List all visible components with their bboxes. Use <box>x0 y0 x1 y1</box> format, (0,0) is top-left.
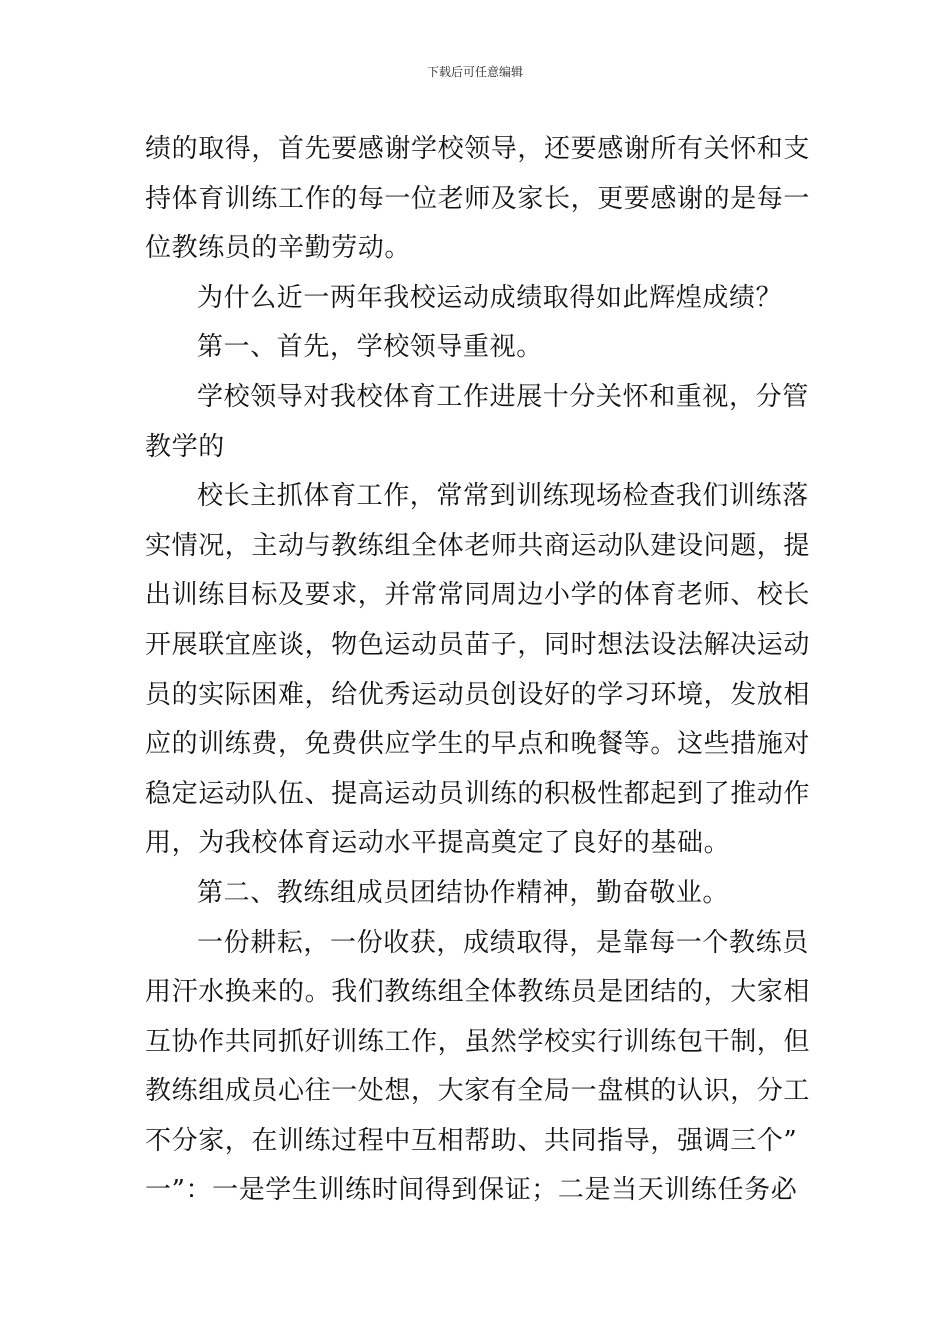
section-heading-first: 第一、首先，学校领导重视。 <box>197 332 543 363</box>
text-line: 教练组成员心往一处想，大家有全局一盘棋的认识，分工 <box>145 1076 811 1107</box>
text-line: 学校领导对我校体育工作进展十分关怀和重视，分管 <box>197 381 809 412</box>
text-line: 实情况，主动与教练组全体老师共商运动队建设问题，提 <box>145 530 811 561</box>
text-line: 出训练目标及要求，并常常同周边小学的体育老师、校长 <box>145 580 811 611</box>
document-body <box>145 125 810 1216</box>
text-line: 绩的取得，首先要感谢学校领导，还要感谢所有关怀和支 <box>145 134 811 164</box>
text-line: 校长主抓体育工作，常常到训练现场检查我们训练落 <box>197 481 809 512</box>
section-heading-second: 第二、教练组成员团结协作精神，勤奋敬业。 <box>197 877 730 908</box>
question-heading: 为什么近一两年我校运动成绩取得如此辉煌成绩？ <box>197 282 783 313</box>
text-line: 一”：一是学生训练时间得到保证；二是当天训练任务必 <box>145 1175 798 1206</box>
text-line: 用，为我校体育运动水平提高奠定了良好的基础。 <box>145 828 731 859</box>
text-line: 不分家，在训练过程中互相帮助、共同指导，强调三个” <box>145 1125 798 1156</box>
text-line: 应的训练费，免费供应学生的早点和晚餐等。这些措施对 <box>145 729 811 760</box>
text-line: 教学的 <box>145 431 225 462</box>
text-line: 互协作共同抓好训练工作，虽然学校实行训练包干制，但 <box>145 1026 811 1057</box>
text-line: 位教练员的辛勤劳动。 <box>145 233 412 264</box>
text-line: 持体育训练工作的每一位老师及家长，更要感谢的是每一 <box>145 183 811 214</box>
text-line: 一份耕耘，一份收获，成绩取得，是靠每一个教练员 <box>197 927 809 958</box>
page-header: 下载后可任意编辑 <box>426 65 523 79</box>
text-line: 稳定运动队伍、提高运动员训练的积极性都起到了推动作 <box>145 778 811 809</box>
text-line: 员的实际困难，给优秀运动员创设好的学习环境，发放相 <box>145 679 811 710</box>
text-line: 用汗水换来的。我们教练组全体教练员是团结的，大家相 <box>145 977 811 1008</box>
text-line: 开展联宜座谈，物色运动员苗子，同时想法设法解决运动 <box>145 629 811 660</box>
